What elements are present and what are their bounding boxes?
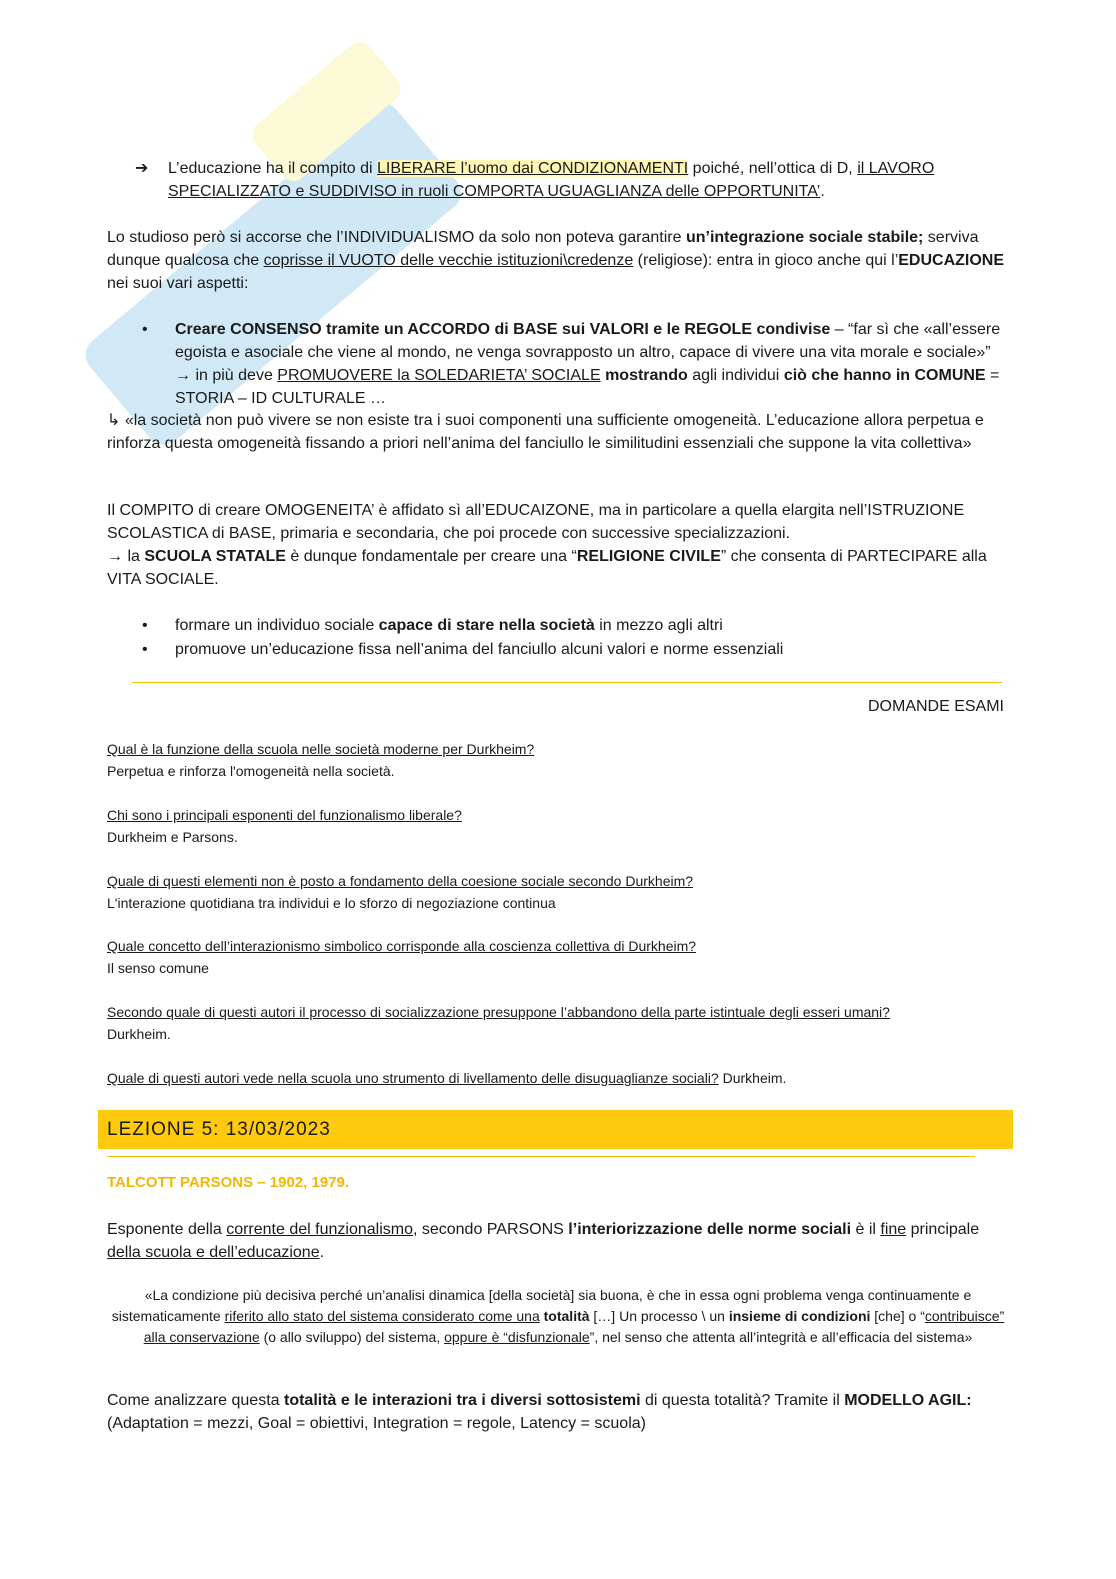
durkheim-quote: ↳ «la società non può vivere se non esiste tra i suoi componenti una sufficiente omogeneità. L’educazione allora perpetua e rinforza questa omogeneità fissando a priori nell’anima del fanciullo le similitudini essenziali che suppone la vita collettiva» xyxy=(107,412,984,452)
bullet-consenso: Creare CONSENSO tramite un ACCORDO di BASE sui VALORI e le REGOLE condivise – “far sì che «all’essere egoista e asociale che viene al mondo, ne venga sovrapposto un altro, capace di vivere una vita morale e sociale»” → in più deve PROMUOVERE la SOLEDARIETA’ SOCIALE mostrando agli individui ciò che hanno in COMUNE = STORIA – ID CULTURALE … xyxy=(175,321,1001,407)
section-title-parsons: TALCOTT PARSONS – 1902, 1979. xyxy=(107,1174,350,1191)
bullet-dot-icon: • xyxy=(142,617,148,634)
exam-question: Quale concetto dell’interazionismo simbolico corrisponde alla coscienza collettiva di Durkheim? Il senso comune xyxy=(107,938,697,976)
exam-question: Quale di questi autori vede nella scuola uno strumento di livellamento delle disuguaglianze sociali? Durkheim. xyxy=(107,1070,787,1086)
exam-question: Qual è la funzione della scuola nelle società moderne per Durkheim? Perpetua e rinforza l'omogeneità nella società. xyxy=(107,741,535,779)
exam-question: Quale di questi elementi non è posto a fondamento della coesione sociale secondo Durkheim? L'interazione quotidiana tra individui e lo sforzo di negoziazione continua xyxy=(107,873,694,911)
bullet-educazione-fissa: promuove un’educazione fissa nell’anima del fanciullo alcuni valori e norme essenziali xyxy=(175,641,784,658)
bullet-individuo-sociale: formare un individuo sociale capace di stare nella società in mezzo agli altri xyxy=(175,617,723,634)
divider xyxy=(132,682,1002,683)
paragraph-agil: Come analizzare questa totalità e le interazioni tra i diversi sottosistemi di questa totalità? Tramite il MODELLO AGIL: (Adaptation = mezzi, Goal = obiettivi, Integration = regole, Latency = scuola) xyxy=(107,1392,972,1432)
exam-question: Chi sono i principali esponenti del funzionalismo liberale? Durkheim e Parsons. xyxy=(107,807,462,845)
divider xyxy=(107,1156,975,1157)
exam-question: Secondo quale di questi autori il processo di socializzazione presuppone l’abbandono della parte istintuale degli esseri umani? Durkheim. xyxy=(107,1004,890,1042)
arrow-bullet-icon: ➔ xyxy=(135,160,149,177)
exam-questions-label: DOMANDE ESAMI xyxy=(867,698,1004,715)
paragraph-individualism: Lo studioso però si accorse che l’INDIVIDUALISMO da solo non poteva garantire un’integrazione sociale stabile; serviva dunque qualcosa che coprisse il VUOTO delle vecchie istituzioni\credenze (religiose): entra in gioco anche qui l’EDUCAZIONE nei suoi vari aspetti: xyxy=(107,229,1005,292)
parsons-quote: «La condizione più decisiva perché un’analisi dinamica [della società] sia buona, è che in essa ogni problema venga continuamente e sistematicamente riferito allo stato del sistema considerato come una totalità […] Un processo \ un insieme di condizioni [che] o “contribuisce” alla conservazione (o allo sviluppo) del sistema, oppure è “disfunzionale”, nel senso che attenta all’integrità e all’efficacia del sistema» xyxy=(111,1287,1005,1345)
intro-point: L’educazione ha il compito di LIBERARE l’uomo dai CONDIZIONAMENTI poiché, nell’ottica di D, il LAVORO SPECIALIZZATO e SUDDIVISO in ruoli COMPORTA UGUAGLIANZA delle OPPORTUNITA’. xyxy=(168,160,935,200)
paragraph-omogeneita: Il COMPITO di creare OMOGENEITA’ è affidato sì all’EDUCAIZONE, ma in particolare a quella elargita nell’ISTRUZIONE SCOLASTICA di BASE, primaria e secondaria, che poi procede con successive specializzazioni. → la SCUOLA STATALE è dunque fondamentale per creare una “RELIGIONE CIVILE” che consenta di PARTECIPARE alla VITA SOCIALE. xyxy=(107,502,987,588)
bullet-dot-icon: • xyxy=(142,321,148,338)
lesson-heading: LEZIONE 5: 13/03/2023 xyxy=(98,1110,1013,1149)
bullet-dot-icon: • xyxy=(142,641,148,658)
paragraph-parsons: Esponente della corrente del funzionalismo, secondo PARSONS l’interiorizzazione delle norme sociali è il fine principale della scuola e dell’educazione. xyxy=(107,1221,980,1261)
